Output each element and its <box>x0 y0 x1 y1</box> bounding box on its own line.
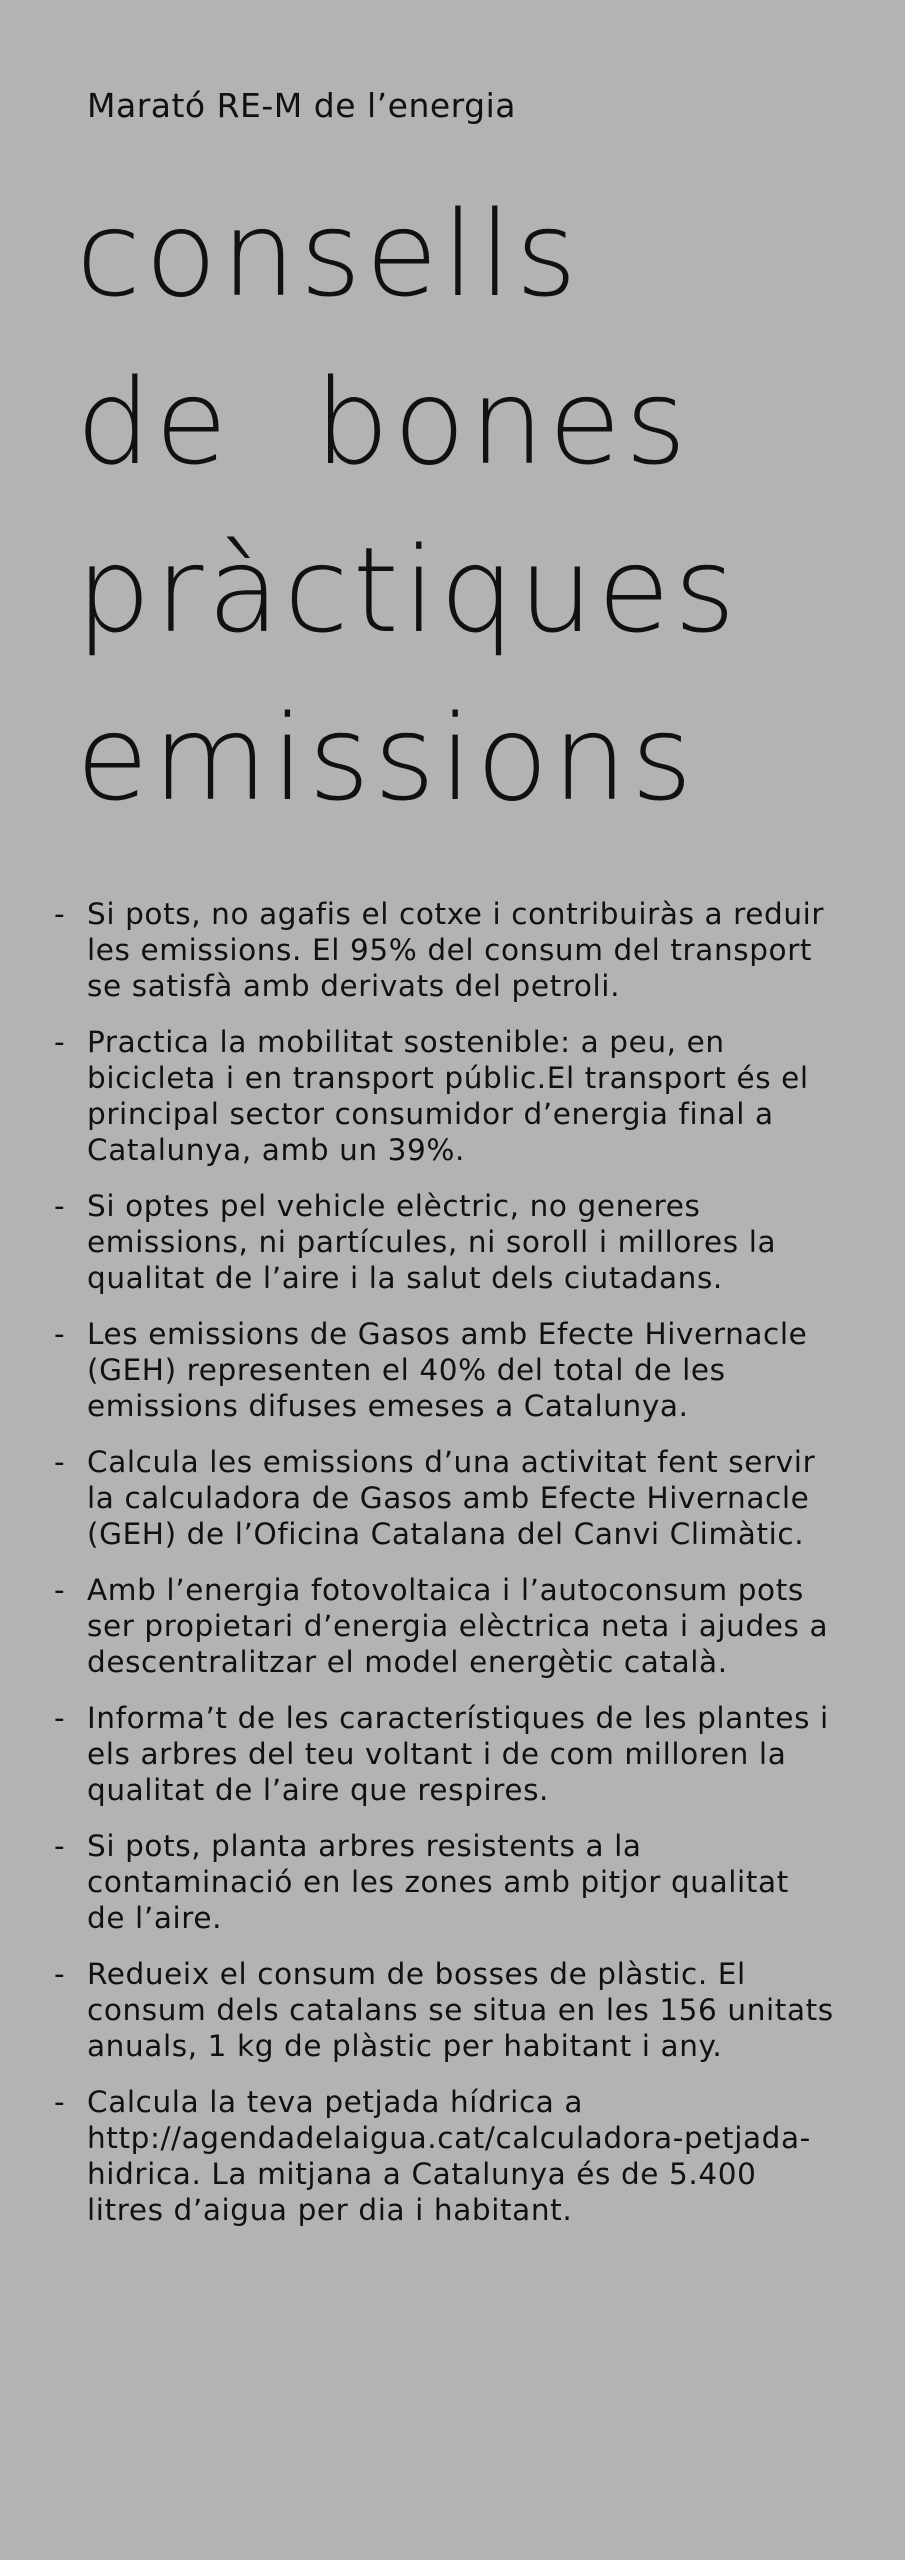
tip-text: Redueix el consum de bosses de plàstic. El consum dels catalans se situa en les 156 unitats anuals, 1 kg de plàstic per habitant i any. <box>87 1957 834 2063</box>
title-line-4: emissions <box>76 689 697 827</box>
list-item <box>54 2084 834 2228</box>
title-line-3: pràctiques <box>76 521 740 659</box>
bullet-dash: - <box>54 2085 66 2119</box>
list-item <box>54 1956 834 2064</box>
title-line-1: consells <box>76 185 581 323</box>
bullet-dash: - <box>54 1317 66 1351</box>
bullet-dash: - <box>54 1025 66 1059</box>
tip-text: Amb l’energia fotovoltaica i l’autoconsum pots ser propietari d’energia elèctrica neta i ajudes a descentralitzar el model energètic català. <box>87 1573 829 1679</box>
tips-list <box>54 896 834 2248</box>
title-line-2: de bones <box>76 353 691 491</box>
kicker-title: Marató RE-M de l’energia <box>87 86 516 125</box>
list-item <box>54 1828 834 1936</box>
tip-text: Les emissions de Gasos amb Efecte Hivernacle (GEH) representen el 40% del total de les emissions difuses emeses a Catalunya. <box>87 1317 808 1423</box>
list-item <box>54 1316 834 1424</box>
bullet-dash: - <box>54 1829 66 1863</box>
tip-text: Informa’t de les característiques de les plantes i els arbres del teu voltant i de com milloren la qualitat de l’aire que respires. <box>87 1701 829 1807</box>
tip-text: Si pots, planta arbres resistents a la contaminació en les zones amb pitjor qualitat de l’aire. <box>87 1829 789 1935</box>
page-title <box>76 170 876 842</box>
bullet-dash: - <box>54 1189 66 1223</box>
bullet-dash: - <box>54 1573 66 1607</box>
tip-text: Si optes pel vehicle elèctric, no generes emissions, ni partícules, ni soroll i millores la qualitat de l’aire i la salut dels ciutadans. <box>87 1189 777 1295</box>
list-item <box>54 896 834 1004</box>
bullet-dash: - <box>54 1957 66 1991</box>
bullet-dash: - <box>54 1445 66 1479</box>
bullet-dash: - <box>54 1701 66 1735</box>
tip-text: Calcula la teva petjada hídrica a http://agendadelaigua.cat/calculadora-petjada-hidrica. La mitjana a Catalunya és de 5.400 litres d’aigua per dia i habitant. <box>87 2085 811 2227</box>
tip-text: Practica la mobilitat sostenible: a peu, en bicicleta i en transport públic.El transport és el principal sector consumidor d’energia final a Catalunya, amb un 39%. <box>87 1025 809 1167</box>
list-item <box>54 1700 834 1808</box>
tip-text: Si pots, no agafis el cotxe i contribuiràs a reduir les emissions. El 95% del consum del transport se satisfà amb derivats del petroli. <box>87 897 825 1003</box>
tip-text: Calcula les emissions d’una activitat fent servir la calculadora de Gasos amb Efecte Hivernacle (GEH) de l’Oficina Catalana del Canvi Climàtic. <box>87 1445 816 1551</box>
list-item <box>54 1188 834 1296</box>
list-item <box>54 1024 834 1168</box>
list-item <box>54 1444 834 1552</box>
bullet-dash: - <box>54 897 66 931</box>
list-item <box>54 1572 834 1680</box>
